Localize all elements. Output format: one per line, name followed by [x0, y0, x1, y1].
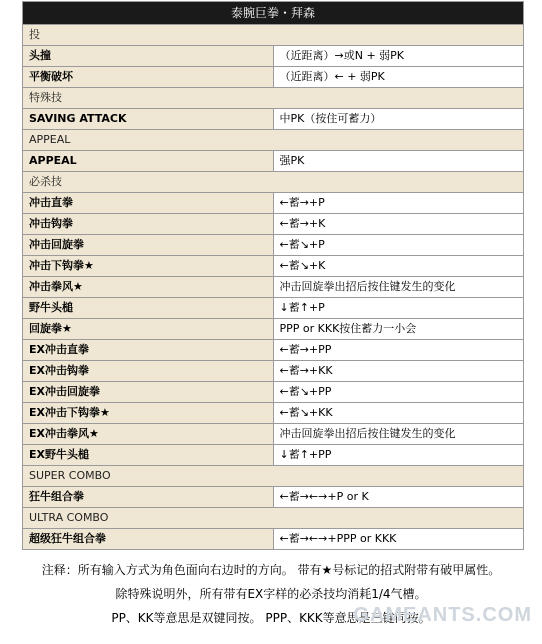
move-row — [23, 214, 524, 235]
move-input: ←蓄→+KK — [273, 361, 524, 382]
section-label: 投 — [23, 25, 524, 46]
move-row — [23, 298, 524, 319]
move-input: PPP or KKK按住蓄力一小会 — [273, 319, 524, 340]
section-label: 特殊技 — [23, 88, 524, 109]
move-input: （近距离）→或N + 弱PK — [273, 46, 524, 67]
move-name: APPEAL — [23, 151, 274, 172]
move-name: EX冲击拳风★ — [23, 424, 274, 445]
move-name: 头撞 — [23, 46, 274, 67]
move-name: 超级狂牛组合拳 — [23, 529, 274, 550]
move-input: ←蓄↘+PP — [273, 382, 524, 403]
move-row — [23, 193, 524, 214]
section-header-row — [23, 508, 524, 529]
section-label: APPEAL — [23, 130, 524, 151]
move-name: EX冲击下钩拳★ — [23, 403, 274, 424]
note-line-1: 注释：所有输入方式为角色面向右边时的方向。 带有★号标记的招式附带有破甲属性。 — [41, 563, 501, 577]
note-line-3: PP、KK等意思是双键同按。 PPP、KKK等意思是三键同按。 — [111, 611, 431, 625]
move-row — [23, 487, 524, 508]
move-input: ←蓄→←→+P or K — [273, 487, 524, 508]
section-header-row — [23, 25, 524, 46]
move-input: ←蓄→+P — [273, 193, 524, 214]
move-row — [23, 445, 524, 466]
move-row — [23, 109, 524, 130]
move-input: ←蓄↘+P — [273, 235, 524, 256]
move-row — [23, 529, 524, 550]
move-name: 回旋拳★ — [23, 319, 274, 340]
move-input: ←蓄↘+K — [273, 256, 524, 277]
move-name: EX冲击钩拳 — [23, 361, 274, 382]
move-input: ←蓄→+K — [273, 214, 524, 235]
move-name: SAVING ATTACK — [23, 109, 274, 130]
move-input: ←蓄→←→+PPP or KKK — [273, 529, 524, 550]
move-row — [23, 67, 524, 88]
move-list-table — [22, 1, 524, 550]
section-header-row — [23, 130, 524, 151]
move-name: 狂牛组合拳 — [23, 487, 274, 508]
section-label: ULTRA COMBO — [23, 508, 524, 529]
move-input: ↓蓄↑+PP — [273, 445, 524, 466]
move-row — [23, 277, 524, 298]
move-row — [23, 151, 524, 172]
move-name: 冲击下钩拳★ — [23, 256, 274, 277]
move-row — [23, 361, 524, 382]
move-input: 冲击回旋拳出招后按住键发生的变化 — [273, 424, 524, 445]
title-row — [23, 2, 524, 25]
move-row — [23, 46, 524, 67]
move-row — [23, 235, 524, 256]
move-name: 冲击直拳 — [23, 193, 274, 214]
note-line-2: 除特殊说明外，所有带有EX字样的必杀技均消耗1/4气槽。 — [115, 587, 427, 601]
move-name: EX野牛头槌 — [23, 445, 274, 466]
move-row — [23, 319, 524, 340]
move-row — [23, 424, 524, 445]
section-header-row — [23, 88, 524, 109]
move-name: 冲击回旋拳 — [23, 235, 274, 256]
move-name: 平衡破坏 — [23, 67, 274, 88]
move-row — [23, 256, 524, 277]
move-name: 野牛头槌 — [23, 298, 274, 319]
move-input: 中PK（按住可蓄力） — [273, 109, 524, 130]
watermark-logo: GAMEANTS.COM — [353, 604, 532, 626]
move-name: EX冲击直拳 — [23, 340, 274, 361]
move-input: ↓蓄↑+P — [273, 298, 524, 319]
section-header-row — [23, 466, 524, 487]
move-input: （近距离）← + 弱PK — [273, 67, 524, 88]
move-input: 冲击回旋拳出招后按住键发生的变化 — [273, 277, 524, 298]
move-name: EX冲击回旋拳 — [23, 382, 274, 403]
move-name: 冲击拳风★ — [23, 277, 274, 298]
move-input: ←蓄→+PP — [273, 340, 524, 361]
section-label: 必杀技 — [23, 172, 524, 193]
character-title: 泰腕巨拳・拜森 — [23, 2, 524, 25]
section-header-row — [23, 172, 524, 193]
move-input: 强PK — [273, 151, 524, 172]
move-input: ←蓄↘+KK — [273, 403, 524, 424]
move-row — [23, 403, 524, 424]
move-name: 冲击钩拳 — [23, 214, 274, 235]
move-row — [23, 382, 524, 403]
move-row — [23, 340, 524, 361]
section-label: SUPER COMBO — [23, 466, 524, 487]
